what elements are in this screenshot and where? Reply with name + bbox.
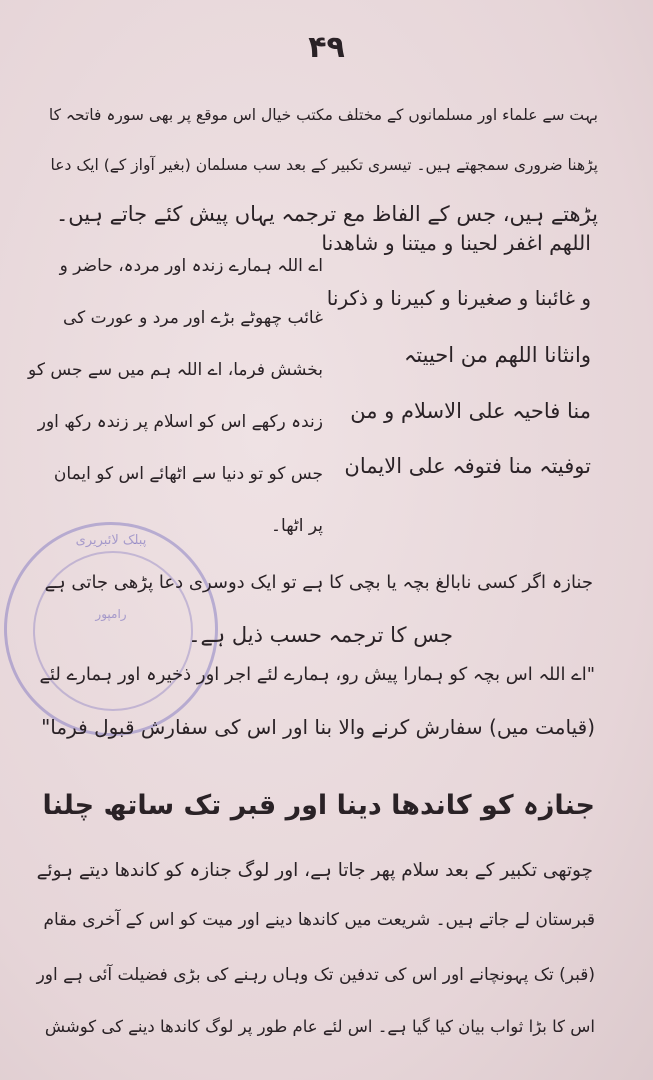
section-heading: جنازہ کو کاندھا دینا اور قبر تک ساتھ چلنا: [42, 790, 595, 821]
translation-line: غائب چھوٹے بڑے اور مرد و عورت کی: [62, 308, 323, 328]
paragraph-line: (قبر) تک پہونچانے اور اس کی تدفین تک وہاں رہنے کی بڑی فضیلت آئی ہے اور: [36, 965, 595, 985]
paragraph-line: پڑھتے ہیں، جس کے الفاظ مع ترجمہ یہاں پیش کئے جاتے ہیں۔: [55, 202, 598, 226]
arabic-line: منا فاحیہ علی الاسلام و من: [350, 399, 591, 423]
paragraph-line: پڑھنا ضروری سمجھتے ہیں۔ تیسری تکبیر کے بعد سب مسلمان (بغیر آواز کے) ایک دعا: [50, 156, 598, 174]
quote-line: "اے اللہ اس بچہ کو ہمارا پیش رو، ہمارے لئے اجر اور ذخیرہ اور ہمارے لئے: [39, 664, 595, 685]
translation-line: جس کو تو دنیا سے اٹھائے اس کو ایمان: [53, 464, 323, 484]
arabic-line: اللھم اغفر لحینا و میتنا و شاھدنا: [321, 231, 591, 255]
stamp-top-text: پبلک لائبریری: [75, 533, 147, 548]
translation-line: بخشش فرما، اے اللہ ہم میں سے جس کو: [28, 360, 323, 380]
translation-line: زندہ رکھے اس کو اسلام پر زندہ رکھ اور: [37, 412, 323, 432]
paragraph-line: جنازہ اگر کسی نابالغ بچہ یا بچی کا ہے تو ایک دوسری دعا پڑھی جاتی ہے: [44, 572, 593, 593]
paragraph-line: جس کا ترجمہ حسب ذیل ہے۔: [188, 623, 453, 647]
translation-line: اے اللہ ہمارے زندہ اور مردہ، حاضر و: [59, 256, 323, 276]
arabic-line: وانثانا اللھم من احییتہ: [403, 343, 591, 367]
paragraph-line: قبرستان لے جاتے ہیں۔ شریعت میں کاندھا دینے اور میت کو اس کے آخری مقام: [43, 910, 595, 930]
stamp-mid-text: رامپور: [95, 607, 127, 621]
page-number: ۴۹: [308, 30, 345, 65]
arabic-line: توفیتہ منا فتوفہ علی الایمان: [344, 454, 591, 478]
arabic-line: و غائبنا و صغیرنا و کبیرنا و ذکرنا: [326, 286, 591, 310]
translation-line: پر اٹھا۔: [271, 516, 323, 536]
library-stamp: [4, 522, 218, 736]
quote-line: (قیامت میں) سفارش کرنے والا بنا اور اس کی سفارش قبول فرما": [41, 715, 595, 739]
paragraph-line: بہت سے علماء اور مسلمانوں کے مختلف مکتب خیال اس موقع پر بھی سورہ فاتحہ کا: [48, 106, 598, 124]
paragraph-line: اس کا بڑا ثواب بیان کیا گیا ہے۔ اس لئے عام طور پر لوگ کاندھا دینے کی کوشش: [44, 1017, 595, 1036]
paragraph-line: چوتھی تکبیر کے بعد سلام پھر جاتا ہے، اور لوگ جنازہ کو کاندھا دیتے ہوئے: [36, 860, 593, 881]
